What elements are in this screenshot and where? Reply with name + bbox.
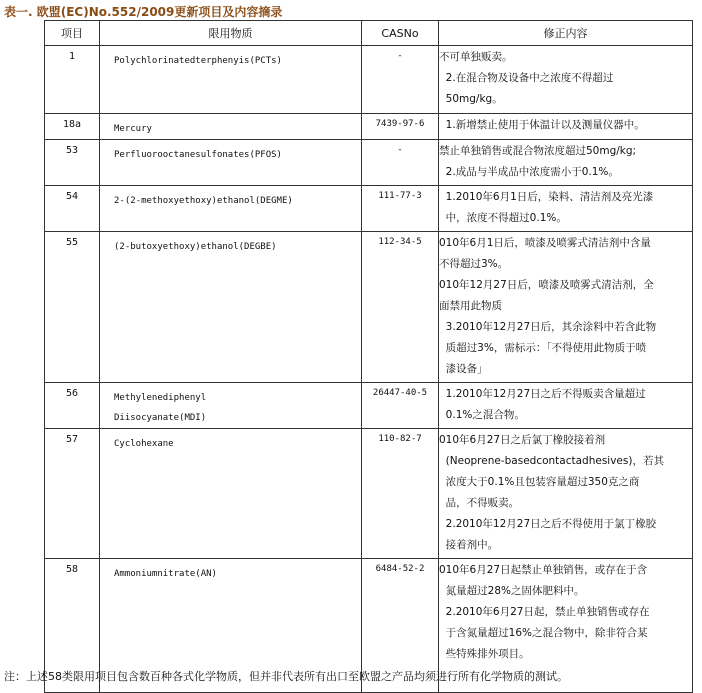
table-title: 表一. 欧盟(EC)No.552/2009更新项目及内容摘录	[4, 5, 283, 19]
substance-name: Ammoniumnitrate(AN)	[114, 569, 217, 579]
header-cas: CASNo	[362, 21, 439, 46]
cas-number: 6484-52-2	[362, 559, 439, 693]
revision-cell	[439, 383, 693, 429]
substance-cell	[100, 186, 362, 232]
cas-number: 110-82-7	[362, 429, 439, 559]
revision-line: 于含氮量超过16%之混合物中，除非符合某	[439, 627, 648, 639]
item-number: 57	[45, 429, 100, 559]
substance-name: 2-(2-methoxyethoxy)ethanol(DEGME)	[114, 196, 293, 206]
revision-line: 2.在混合物及设备中之浓度不得超过	[439, 72, 614, 84]
item-number: 58	[45, 559, 100, 693]
revision-line: 1.2010年12月27日之后不得贩卖含量超过	[439, 388, 646, 400]
header-revision: 修正内容	[439, 21, 693, 46]
substance-name: Diisocyanate(MDI)	[114, 413, 207, 423]
revision-line: (Neoprene-basedcontactadhesives)，若其	[439, 455, 664, 467]
item-number: 54	[45, 186, 100, 232]
revision-line: 氮量超过28%之固体肥料中。	[439, 585, 585, 597]
revision-line: 50mg/kg。	[439, 93, 503, 105]
table-row	[45, 186, 693, 232]
revision-line: 010年12月27日后，喷漆及喷雾式清洁剂，全	[439, 279, 654, 291]
substance-name: Methylenediphenyl	[114, 393, 207, 403]
revision-line: 2.成品与半成品中浓度需小于0.1%。	[439, 166, 619, 178]
substance-cell	[100, 114, 362, 140]
revision-cell	[439, 140, 693, 186]
revision-line: 浓度大于0.1%且包装容量超过350克之商	[439, 476, 640, 488]
revision-line: 不得超过3%。	[439, 258, 509, 270]
revision-line: 漆设备」	[439, 363, 488, 375]
item-number: 53	[45, 140, 100, 186]
revision-line: 些特殊排外项目。	[439, 648, 530, 660]
table-row	[45, 383, 693, 429]
item-number: 1	[45, 46, 100, 114]
revision-line: 010年6月27日之后氯丁橡胶接着剂	[439, 434, 606, 446]
cas-number: 7439-97-6	[362, 114, 439, 140]
revision-cell	[439, 232, 693, 383]
revision-line: 010年6月27日起禁止单独销售，或存在于含	[439, 564, 648, 576]
revision-line: 不可单独贩卖。	[439, 51, 513, 63]
revision-line: 质超过3%，需标示：「不得使用此物质于喷	[439, 342, 647, 354]
header-row	[45, 21, 693, 46]
cas-number: 111-77-3	[362, 186, 439, 232]
revision-line: 品，不得贩卖。	[439, 497, 520, 509]
table-row	[45, 140, 693, 186]
substance-cell	[100, 232, 362, 383]
substance-cell	[100, 46, 362, 114]
revision-cell	[439, 429, 693, 559]
revision-line: 禁止单独销售或混合物浓度超过50mg/kg;	[439, 145, 637, 157]
item-number: 18a	[45, 114, 100, 140]
substance-name: Mercury	[114, 124, 152, 134]
revision-line: 接着剂中。	[439, 539, 499, 551]
revision-line: 1.2010年6月1日后，染料、清洁剂及亮光漆	[439, 191, 654, 203]
revision-line: 010年6月1日后，喷漆及喷雾式清洁剂中含量	[439, 237, 651, 249]
revision-cell	[439, 114, 693, 140]
substance-name: (2-butoxyethoxy)ethanol(DEGBE)	[114, 242, 277, 252]
substance-name: Perfluorooctanesulfonates(PFOS)	[114, 150, 282, 160]
revision-line: 1.新增禁止使用于体温计以及测量仪器中。	[439, 119, 645, 131]
substance-name: Polychlorinatedterphenyis(PCTs)	[114, 56, 282, 66]
restriction-table	[44, 20, 693, 693]
revision-cell	[439, 186, 693, 232]
cas-number: -	[362, 46, 439, 114]
cas-number: -	[362, 140, 439, 186]
table-row	[45, 429, 693, 559]
header-item: 项目	[45, 21, 100, 46]
substance-cell	[100, 383, 362, 429]
substance-cell	[100, 140, 362, 186]
substance-cell	[100, 429, 362, 559]
substance-name: Cyclohexane	[114, 439, 174, 449]
cas-number: 26447-40-5	[362, 383, 439, 429]
revision-line: 2.2010年12月27日之后不得使用于氯丁橡胶	[439, 518, 657, 530]
table-row	[45, 46, 693, 114]
item-number: 56	[45, 383, 100, 429]
revision-line: 3.2010年12月27日后，其余涂料中若含此物	[439, 321, 657, 333]
revision-cell	[439, 46, 693, 114]
header-substance: 限用物质	[100, 21, 362, 46]
cas-number: 112-34-5	[362, 232, 439, 383]
revision-line: 中，浓度不得超过0.1%。	[439, 212, 567, 224]
revision-line: 2.2010年6月27日起，禁止单独销售或存在	[439, 606, 650, 618]
item-number: 55	[45, 232, 100, 383]
table-row	[45, 232, 693, 383]
revision-line: 面禁用此物质	[439, 300, 502, 312]
table-row	[45, 114, 693, 140]
revision-line: 0.1%之混合物。	[439, 409, 525, 421]
footnote: 注：上述58类限用项目包含数百种各式化学物质，但并非代表所有出口至欧盟之产品均须进行所有化学物质的测试。	[4, 670, 568, 683]
